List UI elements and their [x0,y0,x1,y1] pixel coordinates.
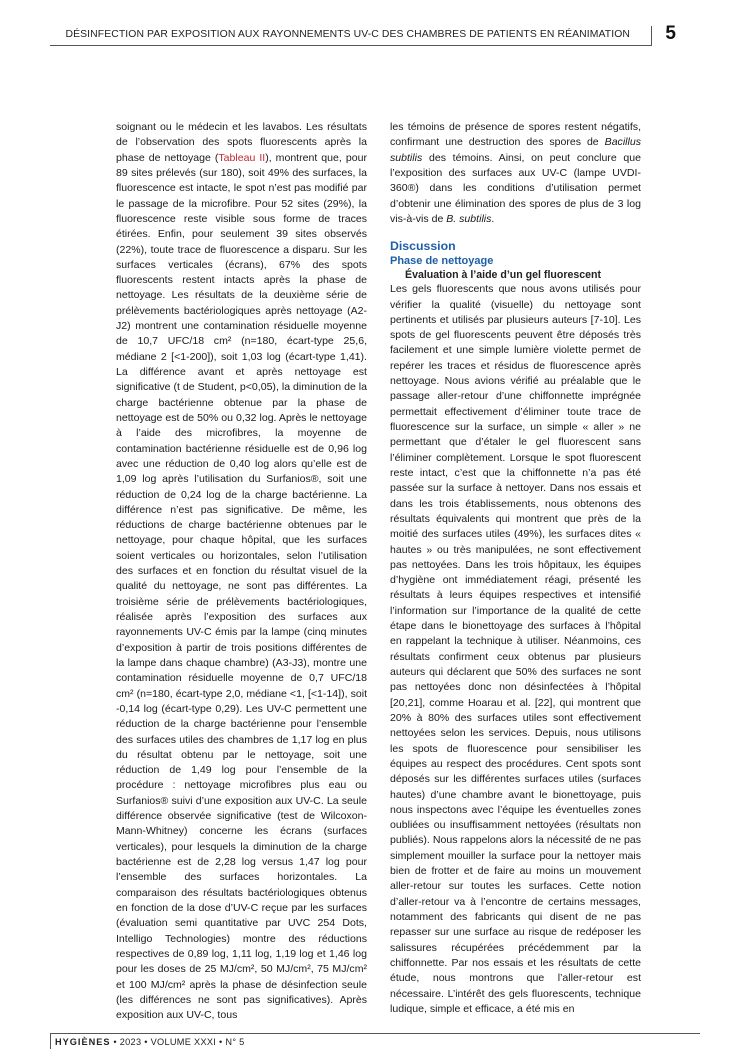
header-divider [651,26,652,46]
journal-name: HYGIÈNES [55,1037,111,1047]
spores-text-part-2: des témoins. Ainsi, on peut conclure que l’exposition des surfaces aux UV-C (lampe UVDI-360®) dans les conditions d’utilisation permet d’obtenir une élimination des spores de plus de 3 log vis-à-vis de [390,151,641,225]
left-column [116,120,367,1023]
heading-fluorescent-gel: Évaluation à l’aide d’un gel fluorescent [405,269,602,282]
running-header [50,23,700,48]
spores-paragraph [390,120,641,227]
spores-text-end: . [491,212,495,225]
results-paragraph [116,120,367,1023]
heading-cleaning-phase: Phase de nettoyage [390,255,494,268]
results-text-part-1: soignant ou le médecin et les lavabos. Les résultats de l’observation des spots fluorescents après la phase de nettoyage ( [116,121,367,164]
page-number: 5 [665,23,676,44]
heading-discussion: Discussion [390,239,456,254]
footer-citation [55,1037,245,1047]
header-rule [50,45,652,46]
species-name: Bacillus subtilis [390,136,641,164]
species-abbrev: B. subtilis [446,212,492,225]
spores-text-part-1: les témoins de présence de spores restent négatifs, confirmant une destruction des spores de [390,121,641,149]
issue-info: • 2023 • VOLUME XXXI • N° 5 [113,1037,245,1047]
table-reference-link[interactable]: Tableau II [218,151,266,164]
results-text-part-2: ), montrent que, pour 89 sites prélevés (sur 180), soit 49% des surfaces, la fluorescence est intacte, le spot n’est pas modifié par le passage de la microfibre. Pour 52 sites (29%), la fluorescence reste visible sous forme de traces étirées. Enfin, pour seulement 39 sites observés (22%), toute trace de fluorescence a disparu. Sur les surfaces verticales (écrans), 67% des spots fluorescents restent intacts après la phase de nettoyage. Les résultats de la deuxième série de prélèvements bactériologiques après nettoyage (A2-J2) montrent une contamination résiduelle moyenne de 10,7 UFC/18 cm² (n=180, écart-type 25,6, médiane 2 [<1-200]), soit 1,03 log (écart-type 1,41). La différence avant et après nettoyage est significative (t de Student, p<0,05), la diminution de la charge bactérienne obtenue par la phase de nettoyage est de 50% ou 0,32 log. Après le nettoyage à l’aide des microfibres, la moyenne de contamination bactérienne résiduelle est de 0,96 log avec une réduction de 0,40 log alors qu’elle est de 1,09 log après l’utilisation du Surfanios®, soit une réduction de 0,24 log de la charge bactérienne. La différence n’est pas significative. De même, les réductions de charge bactérienne obtenues par le nettoyage, pour chaque hôpital, que les surfaces soient verticales ou horizontales, selon l’utilisation des surfaces et en fonction du résultat visuel de la qualité du nettoyage, ne sont pas différentes. La troisième série de prélèvements bactériologiques, réalisée après l’exposition des surfaces aux rayonnements UV-C émis par la lampe (cinq minutes d’exposition à partir de trois positions différentes de la lampe dans chaque chambre) (A3-J3), montre une contamination résiduelle moyenne de 0,7 UFC/18 cm² (n=180, écart-type 2,0, médiane <1, [<1-14]), soit -0,14 log (écart-type 0,29). Les UV-C permettent une réduction de la charge bactérienne pour l’ensemble des surfaces utiles des chambres de 1,17 log en plus du résultat obtenu par le nettoyage, soit une réduction de 1,49 log pour l’ensemble de la procédure : nettoyage microfibres plus eau ou Surfanios® suivi d’une exposition aux UV-C. La seule différence observée significative (test de Wilcoxon-Mann-Whitney) concerne les écrans (surfaces verticales), pour lesquels la diminution de la charge bactérienne est de 2,28 log versus 1,47 log pour l’ensemble des surfaces horizontales. La comparaison des résultats bactériologiques obtenus en fonction de la dose d’UV-C reçue par les surfaces (évaluation semi quantitative par UVC 254 Dots, Intelligo Technologies) montre des réductions respectives de 0,89 log, 1,11 log, 1,19 log et 1,46 log pour les doses de 25 MJ/cm², 50 MJ/cm², 75 MJ/cm² et 100 MJ/cm² après la phase de désinfection seule (les différences ne sont pas significatives). Après exposition aux UV-C, tous [116,151,367,1022]
running-title: DÉSINFECTION PAR EXPOSITION AUX RAYONNEMENTS UV-C DES CHAMBRES DE PATIENTS EN RÉANIMATION [65,29,630,40]
page-footer [50,1033,700,1053]
right-column [390,120,641,1017]
footer-divider [50,1033,51,1049]
footer-rule [50,1033,700,1034]
discussion-paragraph: Les gels fluorescents que nous avons utilisés pour vérifier la qualité (visuelle) du nettoyage sont pertinents et utilisés par plusieurs auteurs [7-10]. Les spots de gel fluorescents peuvent être déposés très facilement et une simple lumière violette permet de repérer les traces et résidus de fluorescence après nettoyage. Nous avions vérifié au préalable que le passage aller-retour d’une chiffonnette imprégnée permettait effectivement d’éliminer toute trace de fluorescence sur la surface, un simple « aller » ne permettant que d’étaler le gel fluorescent sans l’éliminer complètement. Lorsque le spot fluorescent reste intact, c’est que la chiffonnette n’a pas été passée sur la surface à nettoyer. Dans nos essais et dans les trois établissements, nous obtenons des résultats équivalents qui montrent que près de la moitié des surfaces utiles (49%), les surfaces dites « hautes » ou très manipulées, ne sont effectivement pas nettoyées. Dans les trois hôpitaux, les équipes d’hygiène ont immédiatement réagi, présenté les résultats à leurs équipes respectives et intensifié l’information sur l’importance de la qualité de cette étape dans le bionettoyage des surfaces à l’hôpital en rappelant la technique à utiliser. Néanmoins, ces résultats confirment ceux obtenus par plusieurs auteurs qui déclarent que 50% des surfaces ne sont pas nettoyées donc non désinfectées à l’hôpital [20,21], comme Hoarau et al. [22], qui montrent que 20% à 80% des surfaces utiles sont effectivement nettoyées selon les services. Depuis, nous utilisons les spots de fluorescence pour sensibiliser les équipes au respect des procédures. Cent spots sont déposés sur les différentes surfaces utiles (surfaces hautes) d’une chambre avant le bionettoyage, puis nous inspectons avec l’équipe les éventuelles zones oubliées ou insuffisamment nettoyées (résultats non publiés). Nous rappelons alors la nécessité de ne pas simplement mouiller la surface pour la nettoyer mais bien de frotter et de faire au moins un mouvement aller-retour sur toutes les surfaces. Cette notion d’aller-retour va à l’encontre de certains messages, notamment des fabricants qui disent de ne pas repasser sur une surface au risque de redéposer les salissures récupérées précédemment par la chiffonnette. Par nos essais et les résultats de cette étude, nous montrons que l’aller-retour est nécessaire. L’intérêt des gels fluorescents, technique ludique, simple et efficace, a été mis en [390,283,641,1015]
